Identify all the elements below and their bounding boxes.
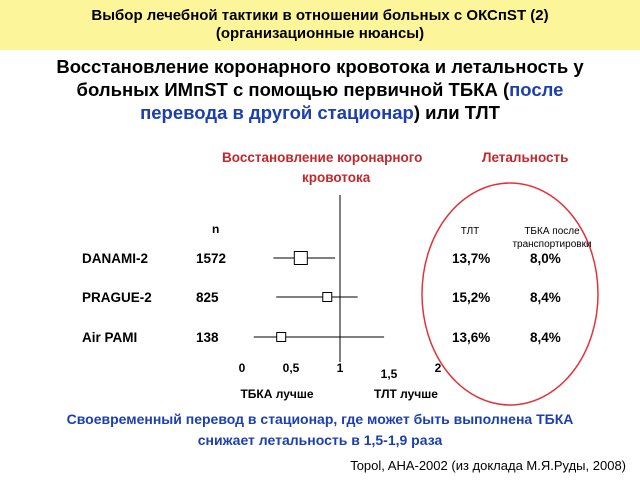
study-3-point-estimate — [277, 333, 286, 342]
study-2-point-estimate — [323, 293, 332, 302]
study-3-pci-mortality: 8,4% — [530, 330, 561, 345]
subtitle-line1: Восстановление коронарного кровотока и летальность у — [56, 56, 584, 77]
study-3-name: Air PAMI — [82, 330, 138, 345]
x-tick-2: 1 — [336, 361, 344, 375]
study-3-n: 138 — [196, 330, 219, 345]
study-1-tlt-mortality: 13,7% — [452, 251, 491, 266]
study-3-tlt-mortality: 13,6% — [452, 330, 491, 345]
source-citation: Topol, AHA-2002 (из доклада М.Я.Руды, 2008) — [350, 458, 626, 473]
study-1-pci-mortality: 8,0% — [530, 251, 561, 266]
subtitle-line3-black: ) или ТЛТ — [413, 102, 500, 123]
study-2-name: PRAGUE-2 — [82, 290, 152, 305]
banner-title-line2: (организационные нюансы) — [215, 25, 425, 42]
study-2-tlt-mortality: 15,2% — [452, 290, 491, 305]
axis-label-tlt-better: ТЛТ лучше — [374, 387, 438, 401]
axis-label-pci-better: ТБКА лучше — [240, 387, 314, 401]
conclusion-note — [0, 409, 640, 451]
conclusion-line1: Своевременный перевод в стационар, где может быть выполнена ТБКА — [66, 411, 574, 427]
subtitle-line2-blue: после — [509, 79, 564, 100]
pci-column-header-line2: транспортировки — [512, 239, 592, 250]
subtitle-line3-blue: перевода в другой стационар — [140, 102, 414, 123]
x-tick-3: 1,5 — [380, 367, 398, 381]
tlt-column-header: ТЛТ — [460, 226, 480, 237]
conclusion-line2: снижает летальность в 1,5-1,9 раза — [197, 432, 443, 448]
mortality-highlight-ellipse — [422, 183, 598, 405]
study-1-name: DANAMI-2 — [82, 251, 148, 266]
x-tick-0: 0 — [238, 361, 246, 375]
subtitle-line2-black: больных ИМпST с помощью первичной ТБКА ( — [76, 79, 510, 100]
study-2-n: 825 — [196, 290, 219, 305]
study-1-point-estimate — [294, 252, 307, 265]
section-title-reperfusion-line2: кровотока — [302, 170, 371, 185]
n-column-header: n — [212, 222, 220, 236]
x-tick-1: 0,5 — [282, 361, 300, 375]
banner-title-line1: Выбор лечебной тактики в отношении больных с ОКСпST (2) — [91, 7, 549, 24]
section-title-mortality: Летальность — [482, 150, 569, 165]
section-title-reperfusion: Восстановление коронарного — [222, 150, 423, 165]
study-1-n: 1572 — [196, 251, 227, 266]
study-2-pci-mortality: 8,4% — [530, 290, 561, 305]
x-tick-4: 2 — [434, 361, 442, 375]
pci-column-header-line1: ТБКА после — [524, 226, 580, 237]
